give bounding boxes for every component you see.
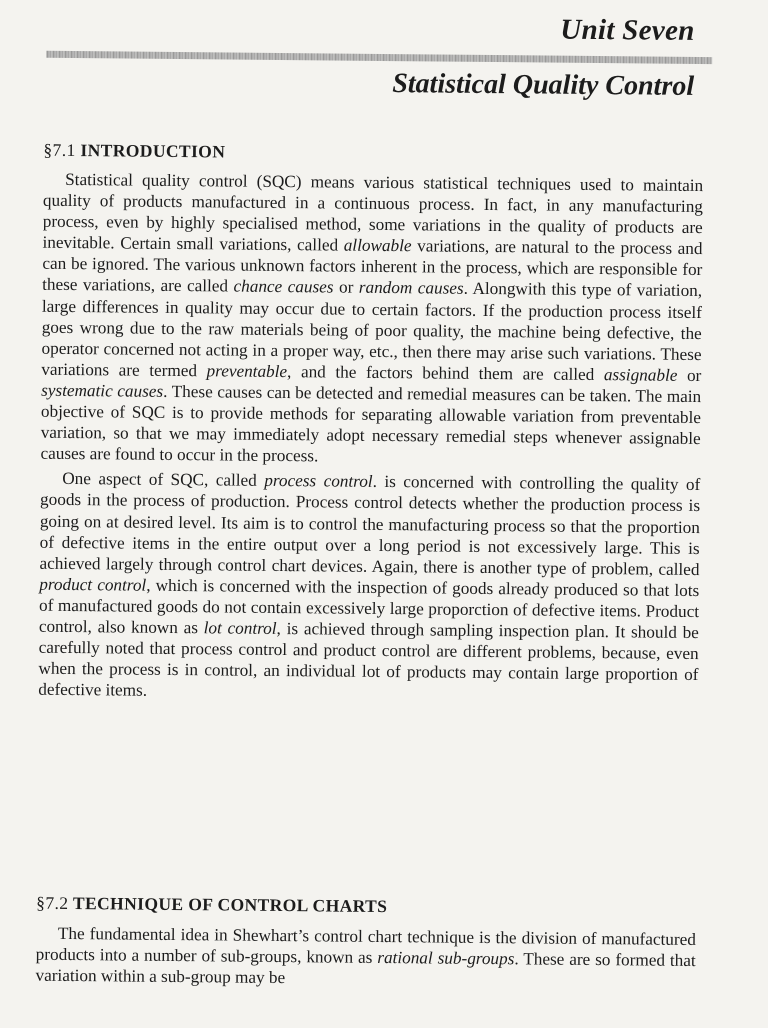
text-run: , which is concerned with the inspection of goods already produced so that lots of manufactured goods do not contain excessively large proporction of defective items. Product control, also known as <box>38 575 700 638</box>
paragraph <box>40 169 703 471</box>
italic-term: assignable <box>603 364 678 385</box>
text-run: or <box>333 277 359 298</box>
text-run: . These causes can be detected and remedial measures can be taken. The main objective of SQC is to provide methods for separating allowable variation from preventable variation, so that we may immediately adopt necessary remedial steps whenever assignable causes are found to occur in the process. <box>40 381 702 466</box>
italic-term: allowable <box>343 235 412 256</box>
paragraph <box>35 923 696 993</box>
section-title: INTRODUCTION <box>80 140 226 162</box>
section-title: TECHNIQUE OF CONTROL CHARTS <box>72 893 388 917</box>
text-run: Statistical quality control (SQC) means various statistical techniques used to maintain quality of products manufactured in a continuous process. In fact, in any manufacturing process, even by highly specialised method, some variations in the quality of products are inevitable. Certain small variations, called <box>42 169 704 255</box>
italic-term: product control <box>39 574 147 595</box>
italic-term: systematic causes <box>41 380 164 401</box>
italic-term: lot control <box>203 618 277 638</box>
text-run: or <box>677 365 702 385</box>
italic-term: chance causes <box>233 277 334 297</box>
unit-label: Unit Seven <box>560 13 695 47</box>
text-run: The fundamental idea in Shewhart’s control chart technique is the division of manufactured products into a number of sub-groups, known as <box>35 923 697 968</box>
text-run: , is achieved through sampling inspection plan. It should be carefully noted that process control and product control are different problems, because, even when the process is in control, an individual lot of products may contain large proportion of defective items. <box>38 618 699 700</box>
section-number: §7.2 <box>36 892 69 913</box>
section-body-7-1 <box>38 169 703 707</box>
text-run: . These are so formed that variation within a sub-group may be <box>35 949 696 988</box>
italic-term: rational sub-groups <box>377 948 515 969</box>
italic-term: random causes <box>358 278 464 299</box>
text-run: variations, are natural to the process and can be ignored. The various unknown factors inherent in the process, which are responsible for these variations, are called <box>42 236 703 297</box>
text-run: . is concerned with controlling the quality of goods in the process of production. Process control detects whether the production process is going on at desired level. Its aim is to control the manufacturing process so that the proportion of defective items in the entire output over a long period is not excessively large. This is achieved largely through control chart devices. Again, there is another type of problem, called <box>39 472 701 579</box>
section-body-7-2 <box>35 923 696 993</box>
header-rule <box>46 51 712 64</box>
section-number: §7.1 <box>43 139 76 161</box>
text-run: . Alongwith this type of variation, large differences in quality may occur due to certain factors. If the production process itself goes wrong due to the raw materials being of poor quality, the machine being defective, the operator concerned not acting in a proper way, etc., then there may arise such variations. These variations are termed <box>41 279 703 381</box>
text-run: , and the factors behind them are called <box>287 361 604 384</box>
section-heading-7-1 <box>43 140 225 163</box>
paragraph <box>38 468 700 706</box>
italic-term: preventable <box>206 361 288 381</box>
section-heading-7-2 <box>36 893 387 917</box>
text-run: One aspect of SQC, called <box>62 469 265 491</box>
italic-term: process control <box>264 471 373 492</box>
unit-title: Statistical Quality Control <box>392 68 695 102</box>
